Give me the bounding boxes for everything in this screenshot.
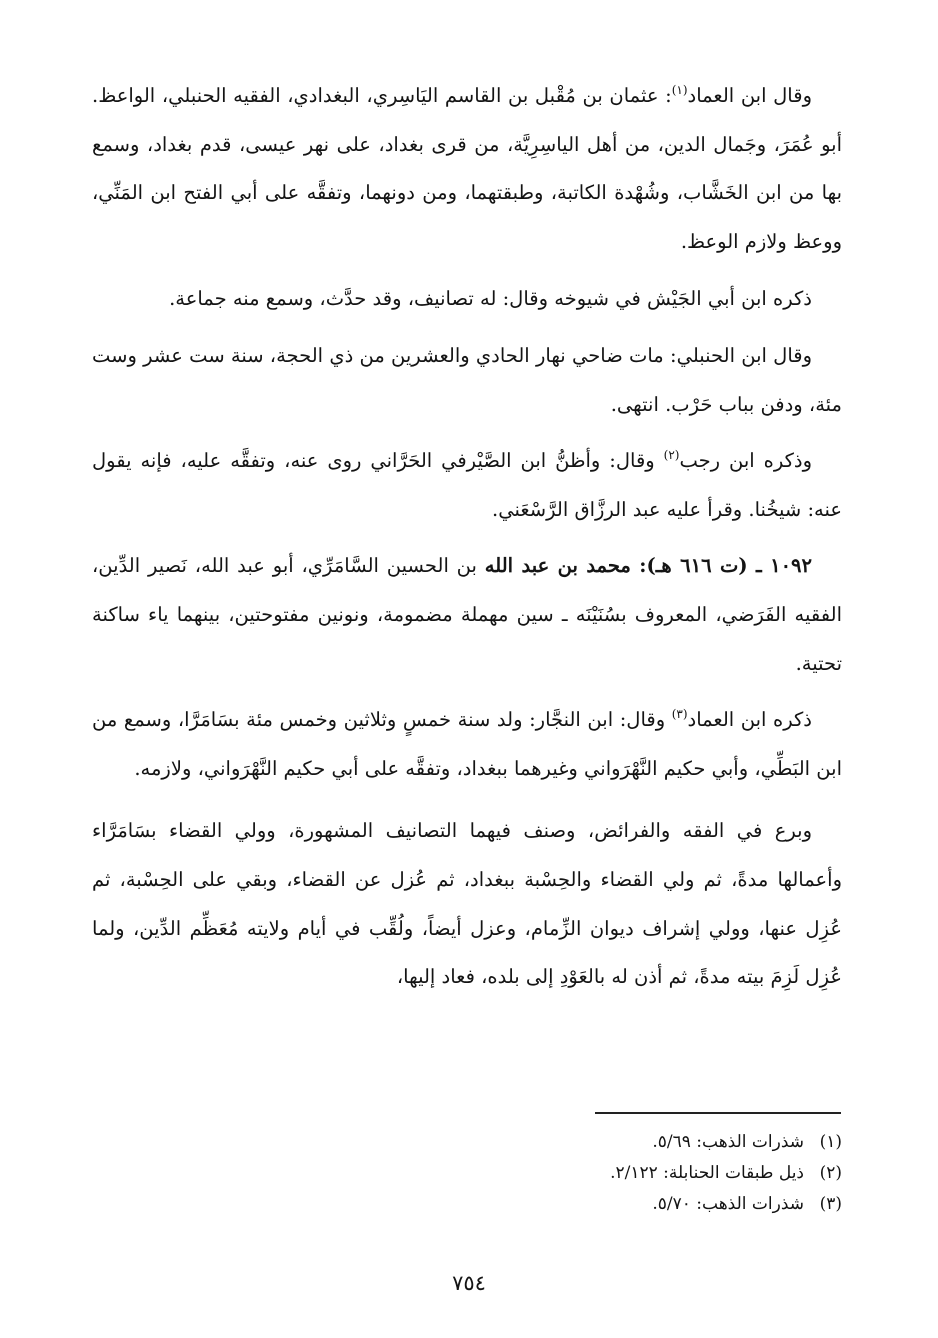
paragraph	[92, 275, 842, 324]
footnote-divider	[595, 1112, 841, 1114]
footnote-text: شذرات الذهب: ٥/٧٠.	[652, 1194, 804, 1214]
footnote	[482, 1189, 842, 1220]
footnote-text: شذرات الذهب: ٥/٦٩.	[652, 1132, 804, 1152]
text-run: وبرع في الفقه والفرائض، وصنف فيهما التصانيف المشهورة، وولي القضاء بسَامَرَّاء وأعمالها مدةً، ثم ولي القضاء والحِسْبة ببغداد، ثم عُزل عن القضاء، وبقي على الحِسْبة، ثم عُزِل عنها، وولي إشراف ديوان الزِّمام، وعزل أيضاً، ولُقِّب في أيام ولايته مُعَظِّم الدِّين، ولما عُزِل لَزِمَ بيته مدةً، ثم أذن له بالعَوْدِ إلى بلده، فعاد إليها،	[92, 819, 842, 989]
text-run: وقال: ابن النجَّار: ولد سنة خمسٍ وثلاثين وخمس مئة بسَامَرَّا، وسمع من ابن البَطِّي، وأبي حكيم النَّهْرَواني وغيرهما ببغداد، وتفقَّه على أبي حكيم النَّهْرَواني، ولازمه.	[92, 708, 842, 780]
paragraph	[92, 807, 842, 1001]
footnote-number: (١)	[819, 1132, 842, 1152]
main-text	[92, 72, 842, 1010]
paragraph	[92, 542, 842, 688]
text-run: وقال ابن العماد	[687, 84, 812, 107]
footnote	[482, 1158, 842, 1189]
footnote	[482, 1127, 842, 1158]
footnote-number: (٣)	[819, 1194, 842, 1214]
footnote-marker: (٢)	[663, 448, 680, 463]
footnotes	[482, 1127, 842, 1220]
paragraph	[92, 437, 842, 534]
footnote-marker: (١)	[671, 83, 688, 97]
paragraph	[92, 72, 842, 266]
footnote-marker: (٣)	[671, 707, 688, 722]
footnote-text: ذيل طبقات الحنابلة: ٢/١٢٢.	[610, 1163, 804, 1183]
text-run: : عثمان بن مُقْبل بن القاسم اليَاسِري، البغدادي، الفقيه الحنبلي، الواعظ. أبو عُمَرَ، وجَمال الدين، من أهل الياسِرِيَّة، من قرى بغداد، على نهر عيسى، قدم بغداد، وسمع بها من ابن الخَشَّاب، وشُهْدة الكاتبة، وطبقتهما، ومن دونهما، وتفقَّه على أبي الفتح ابن المَنِّي، ووعظ ولازم الوعظ.	[92, 84, 842, 253]
text-run: وذكره ابن رجب	[679, 449, 812, 473]
text-run: ذكره ابن أبي الجَيْش في شيوخه وقال: له تصانيف، وقد حدَّث، وسمع منه جماعة.	[169, 287, 812, 311]
page-number: ٧٥٤	[452, 1271, 486, 1295]
text-run: وقال ابن الحنبلي: مات ضاحي نهار الحادي والعشرين من ذي الحجة، سنة ست عشر وست مئة، ودفن بباب حَرْب. انتهى.	[92, 343, 842, 416]
text-run: وقال: وأظنُّ ابن الصَّيْرفي الحَرَّاني روى عنه، وتفقَّه عليه، فإنه يقول عنه: شيخُنا. وقرأ عليه عبد الرزَّاق الرَّسْعَني.	[92, 449, 842, 521]
paragraph	[92, 696, 842, 793]
text-run: بن الحسين السَّامَرِّي، أبو عبد الله، نَصير الدِّين، الفقيه الفَرَضي، المعروف بسُنَيْنَه ـ سين مهملة مضمومة، ونونين مفتوحتين، بينهما ياء ساكنة تحتية.	[92, 554, 842, 675]
entry-heading: ١٠٩٢ ـ (ت ٦١٦ هـ): محمد بن عبد الله	[484, 554, 812, 578]
paragraph	[92, 332, 842, 429]
text-run: ذكره ابن العماد	[687, 708, 812, 732]
footnote-number: (٢)	[819, 1163, 842, 1183]
